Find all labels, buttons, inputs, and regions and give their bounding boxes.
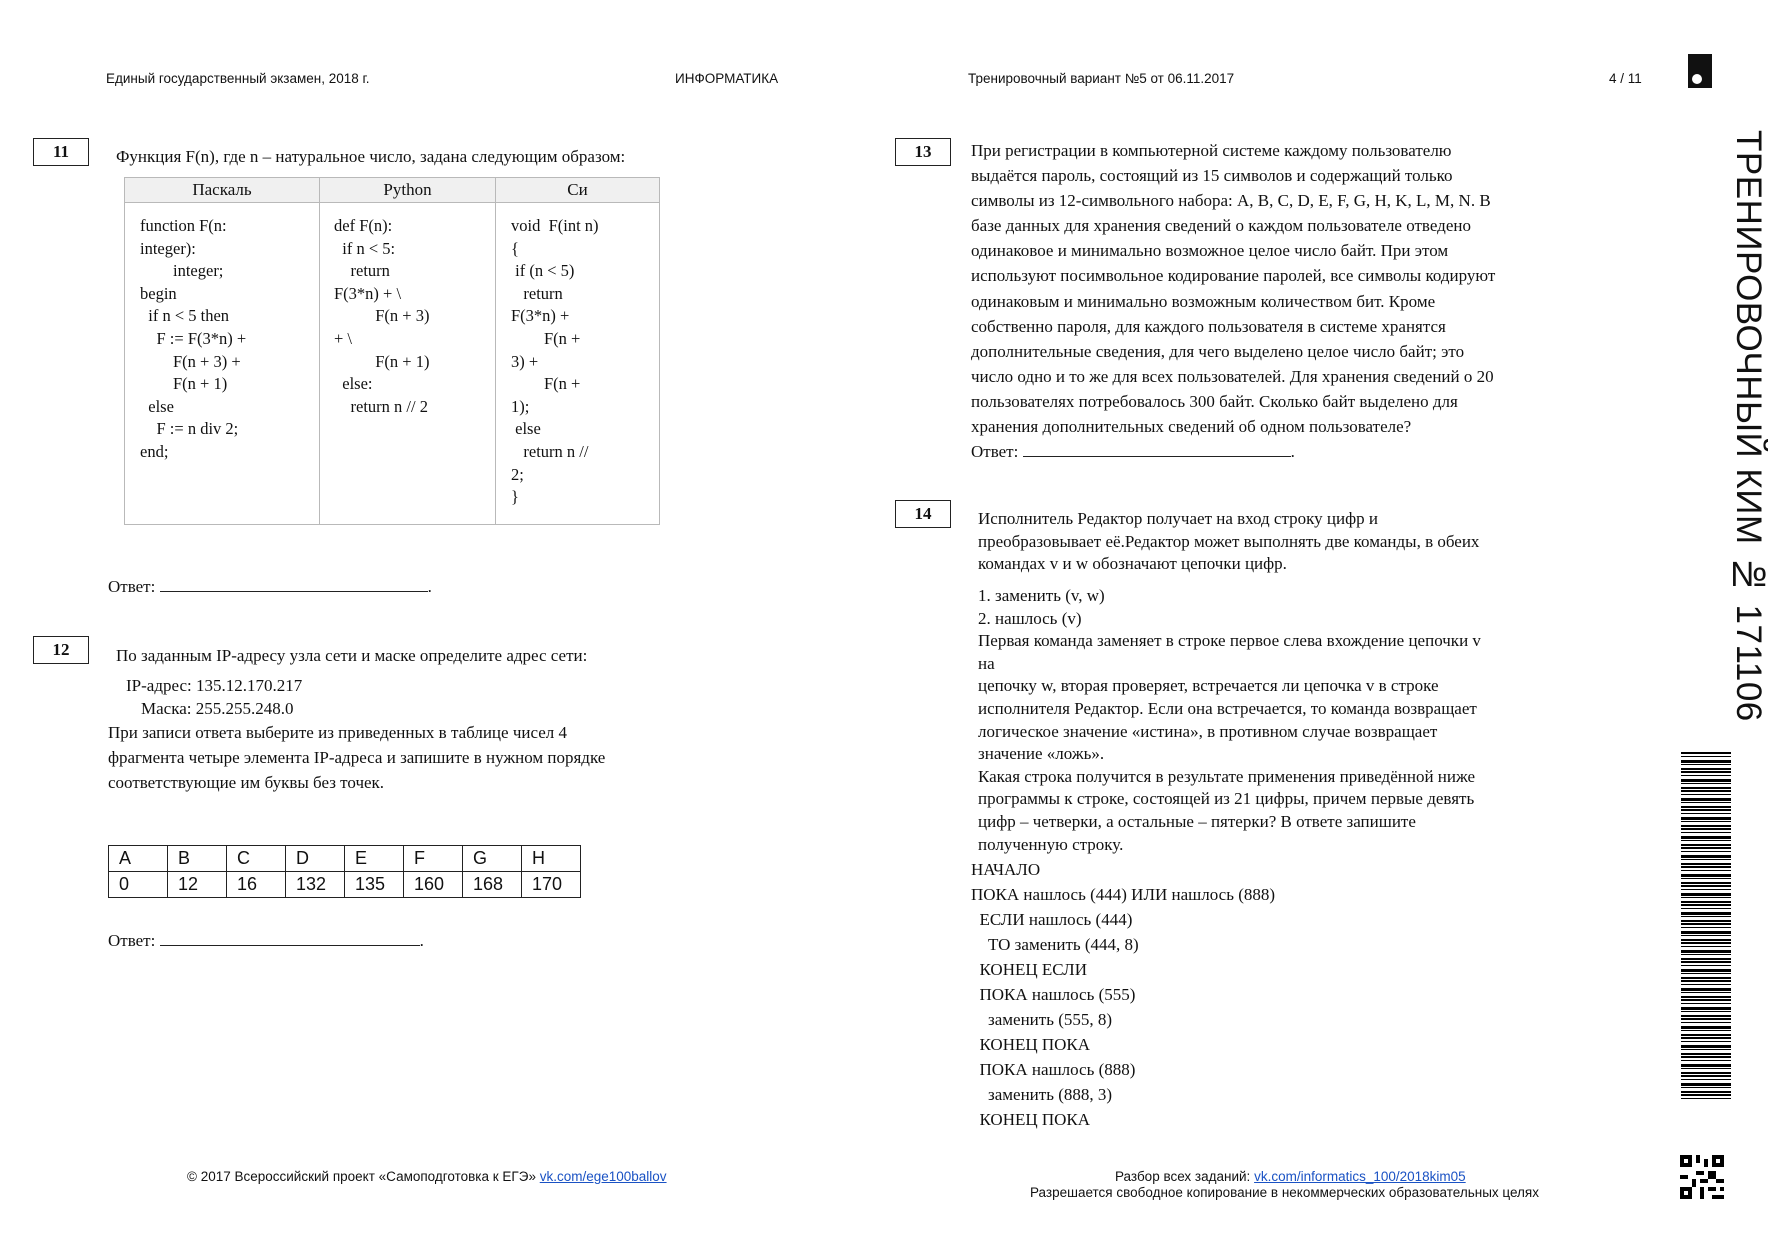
q12-mask: Маска: 255.255.248.0 xyxy=(141,699,294,718)
q14-intro: Исполнитель Редактор получает на вход строку цифр и преобразовывает её.Редактор может выполнять две команды, в обеих командах v и w обозначают цепочки цифр. xyxy=(978,509,1480,574)
q12-letter: H xyxy=(522,846,581,872)
q12-letter: G xyxy=(463,846,522,872)
q11-answer: Ответ: . xyxy=(108,577,432,596)
q11-text: Функция F(n), где n – натуральное число, задана следующим образом: xyxy=(116,147,626,166)
q14-program: НАЧАЛО ПОКА нашлось (444) ИЛИ нашлось (888) ЕСЛИ нашлось (444) ТО заменить (444, 8) КОНЕЦ ЕСЛИ ПОКА нашлось (555) заменить (555, 8) КОНЕЦ ПОКА ПОКА нашлось (888) заменить (888, 3) КОНЕЦ ПОКА xyxy=(971,860,1276,1129)
q12-value: 132 xyxy=(286,872,345,898)
q12-value: 16 xyxy=(227,872,286,898)
footer-right xyxy=(1115,1169,1466,1184)
q13-answer-label: Ответ: xyxy=(971,442,1019,462)
q11-answer-blank[interactable] xyxy=(160,591,428,592)
q12-value: 168 xyxy=(463,872,522,898)
q14-number: 14 xyxy=(895,500,951,528)
q12-number: 12 xyxy=(33,636,89,664)
footer-right-label: Разбор всех заданий: xyxy=(1115,1169,1251,1184)
footer-copyright: © 2017 Всероссийский проект «Самоподготовка к ЕГЭ» xyxy=(187,1169,536,1184)
footer-left-link[interactable]: vk.com/ege100ballov xyxy=(539,1169,667,1184)
q12-answer-label: Ответ: xyxy=(108,931,156,950)
marker-block xyxy=(1688,54,1712,88)
q13-answer: Ответ: . xyxy=(971,442,1295,462)
q12-answer-blank[interactable] xyxy=(160,945,420,946)
q14-description: 1. заменить (v, w) 2. нашлось (v) Первая команда заменяет в строке первое слева вхождение цепочки v на цепочку w, вторая проверяет, встречается ли цепочка v в строке исполнителя Редактор. Если она встречается, то команда возвращает логическое значение «истина», в противном случае возвращает значение «ложь». Какая строка получится в результате применения приведённой ниже программы к строке, состоящей из 21 цифры, причем первые девять цифр – четверки, а остальные – пятерки? В ответе запишите полученную строку. xyxy=(978,586,1481,854)
q11-c-code: void F(int n) { if (n < 5) return F(3*n) + F(n + 3) + F(n + 1); else return n // 2; } xyxy=(511,216,599,507)
q12-letter: A xyxy=(109,846,168,872)
footer-left xyxy=(187,1169,667,1184)
q12-letter: E xyxy=(345,846,404,872)
side-title: ТРЕНИРОВОЧНЫЙ КИМ № 171106 xyxy=(1729,130,1768,722)
q12-value: 0 xyxy=(109,872,168,898)
q12-letter: D xyxy=(286,846,345,872)
footer-note: Разрешается свободное копирование в некоммерческих образовательных целях xyxy=(1030,1185,1539,1200)
q11-c-cell xyxy=(496,203,660,525)
header-subject: ИНФОРМАТИКА xyxy=(675,71,779,86)
q12-options-table xyxy=(108,845,581,898)
header-page: 4 / 11 xyxy=(1609,71,1642,86)
q11-answer-label: Ответ: xyxy=(108,577,156,596)
q12-value: 170 xyxy=(522,872,581,898)
q12-letter: F xyxy=(404,846,463,872)
q11-python-code: def F(n): if n < 5: return F(3*n) + \ F(n + 3) + \ F(n + 1) else: return n // 2 xyxy=(334,216,430,416)
q11-header-python: Python xyxy=(320,178,496,203)
q12-text: По заданным IP-адресу узла сети и маске определите адрес сети: xyxy=(116,646,588,665)
q12-ip: IP-адрес: 135.12.170.217 xyxy=(126,676,303,695)
q11-code-table xyxy=(124,177,660,525)
q13-answer-blank[interactable] xyxy=(1023,456,1291,457)
q13-number: 13 xyxy=(895,138,951,166)
q11-header-pascal: Паскаль xyxy=(125,178,320,203)
q12-value: 12 xyxy=(168,872,227,898)
q12-value: 135 xyxy=(345,872,404,898)
q11-number: 11 xyxy=(33,138,89,166)
q12-answer: Ответ: . xyxy=(108,931,424,950)
q11-pascal-cell xyxy=(125,203,320,525)
q11-header-c: Си xyxy=(496,178,660,203)
q12-letter: C xyxy=(227,846,286,872)
q13-text: При регистрации в компьютерной системе каждому пользователю выдаётся пароль, состоящий из 15 символов и содержащий только символы из 12-символьного набора: A, B, C, D, E, F, G, H, K, L, M, N. В базе данных для хранения сведений о каждом пользователе отведено одинаковое и минимально возможное целое число байт. При этом используют посимвольное кодирование паролей, все символы кодируют одинаковым и минимально возможным количеством бит. Кроме собственно пароля, для каждого пользователя в системе хранятся дополнительные сведения, для чего выделено целое число байт; это число одно и то же для всех пользователей. Для хранения сведений о 20 пользователях потребовалось 300 байт. Сколько байт выделено для хранения дополнительных сведений об одном пользователе? Ответ: . xyxy=(971,138,1495,464)
q12-letter: B xyxy=(168,846,227,872)
q11-python-cell xyxy=(320,203,496,525)
qr-code xyxy=(1680,1155,1724,1199)
footer-right-link[interactable]: vk.com/informatics_100/2018kim05 xyxy=(1254,1169,1466,1184)
q11-pascal-code: function F(n: integer): integer; begin if n < 5 then F := F(3*n) + F(n + 3) + F(n + 1) else F := n div 2; end; xyxy=(140,216,247,461)
header-variant: Тренировочный вариант №5 от 06.11.2017 xyxy=(968,71,1235,86)
header-exam: Единый государственный экзамен, 2018 г. xyxy=(106,71,370,86)
q12-value: 160 xyxy=(404,872,463,898)
barcode xyxy=(1681,752,1731,1100)
q12-instructions: При записи ответа выберите из приведенных в таблице чисел 4 фрагмента четыре элемента IP-адреса и запишите в нужном порядке соответствующие им буквы без точек. xyxy=(108,723,606,792)
